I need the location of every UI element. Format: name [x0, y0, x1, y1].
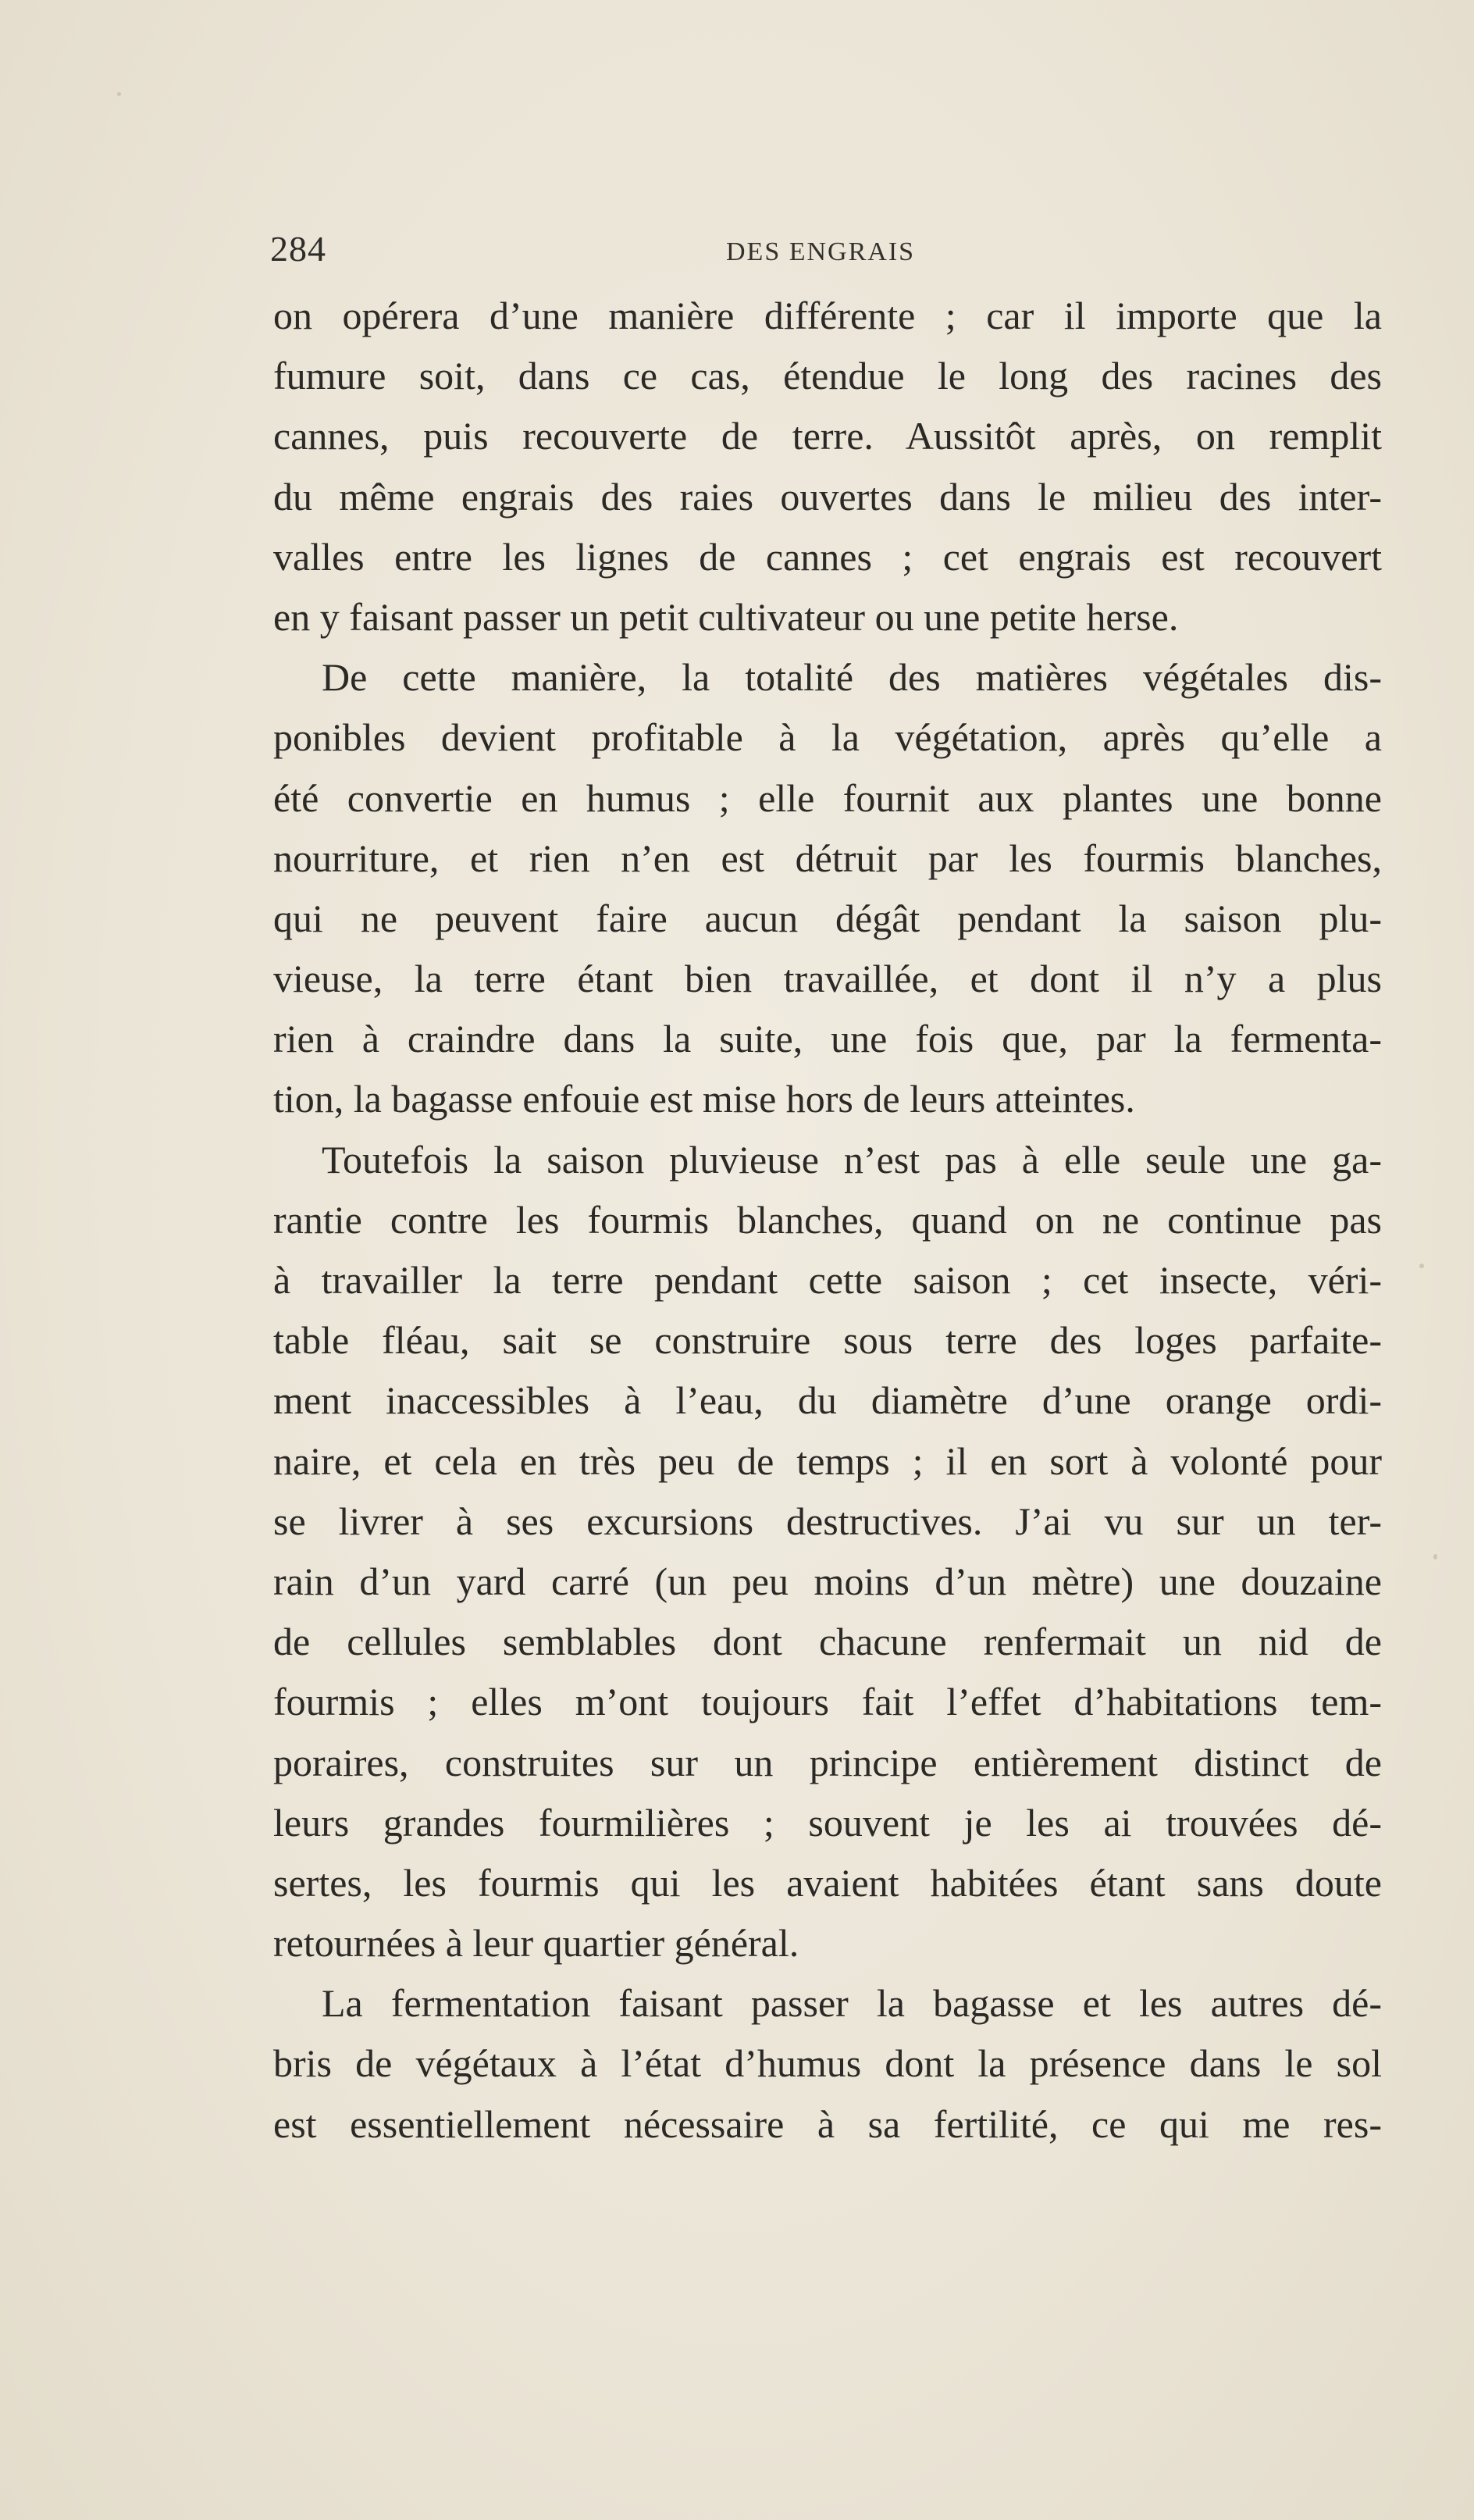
text-line: on opérera d’une manière différente ; car il importe que la: [273, 294, 1382, 337]
text-line: naire, et cela en très peu de temps ; il en sort à volonté pour: [273, 1438, 1382, 1483]
text-line: qui ne peuvent faire aucun dégât pendant la saison plu-: [273, 896, 1382, 940]
text-line: table fléau, sait se construire sous terre des loges parfaite-: [273, 1318, 1382, 1363]
text-line: ponibles devient profitable à la végétation, après qu’elle a: [273, 715, 1382, 760]
paper-speck: [117, 92, 121, 96]
text-line: rantie contre les fourmis blanches, quand on ne continue pas: [273, 1197, 1382, 1242]
text-line: se livrer à ses excursions destructives. J’ai vu sur un ter-: [273, 1499, 1382, 1543]
text-line: poraires, construites sur un principe entièrement distinct de: [273, 1740, 1382, 1784]
text-line: rain d’un yard carré (un peu moins d’un mètre) une douzaine: [273, 1559, 1382, 1603]
text-line: Toutefois la saison pluvieuse n’est pas à elle seule une ga-: [322, 1137, 1382, 1182]
page-number: 284: [270, 229, 326, 269]
body-text: [273, 286, 1382, 2155]
text-line: retournées à leur quartier général.: [273, 1921, 799, 1966]
running-title: DES ENGRAIS: [726, 237, 916, 266]
text-line: de cellules semblables dont chacune renfermait un nid de: [273, 1620, 1382, 1664]
text-line: ment inaccessibles à l’eau, du diamètre d’une orange ordi-: [273, 1378, 1382, 1423]
text-line: été convertie en humus ; elle fournit aux plantes une bonne: [273, 775, 1382, 820]
text-line: est essentiellement nécessaire à sa fertilité, ce qui me res-: [273, 2101, 1382, 2146]
paper-speck: [1419, 1264, 1424, 1268]
text-line: La fermentation faisant passer la bagasse et les autres dé-: [322, 1981, 1382, 2026]
text-line: valles entre les lignes de cannes ; cet engrais est recouvert: [273, 534, 1382, 579]
text-line: fourmis ; elles m’ont toujours fait l’effet d’habitations tem-: [273, 1680, 1382, 1724]
text-line: sertes, les fourmis qui les avaient habitées étant sans doute: [273, 1860, 1382, 1905]
text-line: De cette manière, la totalité des matières végétales dis-: [322, 655, 1382, 700]
text-line: cannes, puis recouverte de terre. Aussitôt après, on remplit: [273, 414, 1382, 458]
text-line: vieuse, la terre étant bien travaillée, et dont il n’y a plus: [273, 957, 1382, 1001]
text-line: nourriture, et rien n’en est détruit par les fourmis blanches,: [273, 836, 1382, 880]
text-line: bris de végétaux à l’état d’humus dont la présence dans le sol: [273, 2041, 1382, 2086]
text-line: rien à craindre dans la suite, une fois que, par la fermenta-: [273, 1017, 1382, 1061]
paper-speck: [1433, 1554, 1437, 1559]
text-line: leurs grandes fourmilières ; souvent je les ai trouvées dé-: [273, 1800, 1382, 1845]
text-line: du même engrais des raies ouvertes dans le milieu des inter-: [273, 474, 1382, 519]
text-line: en y faisant passer un petit cultivateur ou une petite herse.: [273, 594, 1179, 639]
text-line: fumure soit, dans ce cas, étendue le long des racines des: [273, 354, 1382, 398]
running-head: [270, 228, 1387, 275]
text-line: à travailler la terre pendant cette saison ; cet insecte, véri-: [273, 1258, 1382, 1302]
text-line: tion, la bagasse enfouie est mise hors de leurs atteintes.: [273, 1077, 1135, 1121]
